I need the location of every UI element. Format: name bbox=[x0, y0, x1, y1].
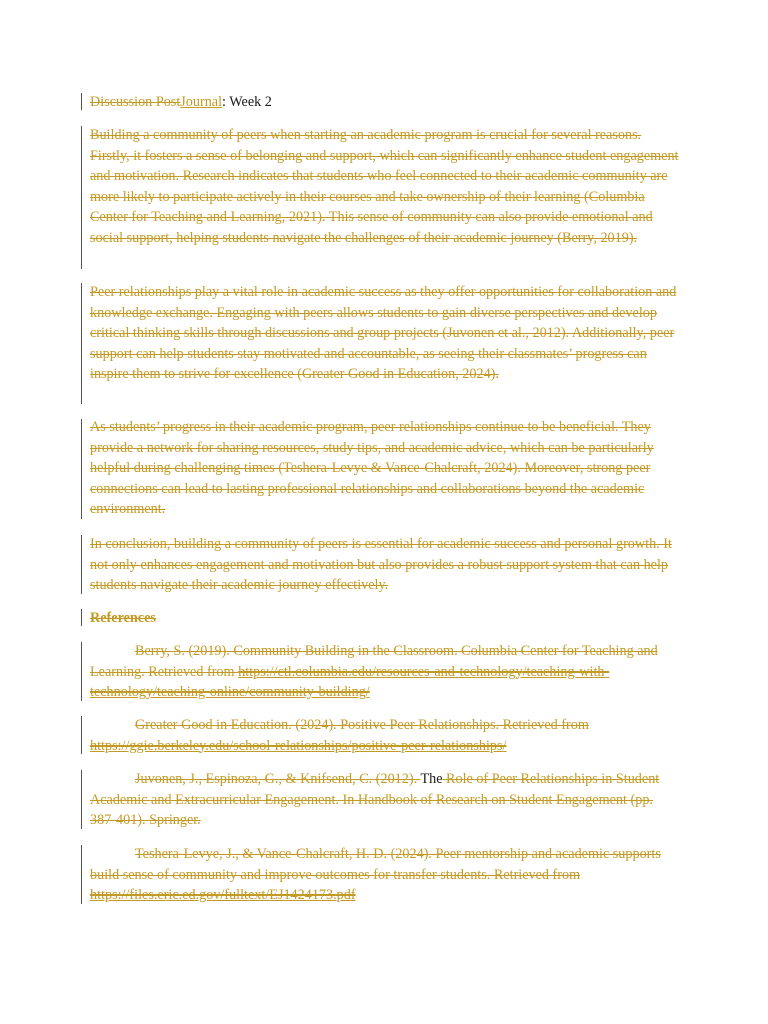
change-bar bbox=[81, 716, 82, 754]
change-bar bbox=[81, 93, 82, 110]
document-title[interactable] bbox=[90, 92, 682, 113]
reference-text: Teshera-Levye, J., & Vance-Chalcraft, H. D. (2024). Peer mentorship and academic supports build sense of community and improve outcomes for transfer students. Retrieved from bbox=[90, 846, 661, 883]
change-bar bbox=[81, 609, 82, 626]
title-rest-text: : Week 2 bbox=[222, 94, 272, 110]
change-bar bbox=[81, 419, 82, 519]
change-bar bbox=[81, 535, 82, 594]
reference-entry-1[interactable] bbox=[90, 641, 682, 703]
references-heading[interactable]: References bbox=[90, 610, 156, 626]
reference-text-deleted: Juvonen, J., Espinoza, G., & Knifsend, C. (2012). bbox=[135, 771, 421, 787]
reference-text-kept: The bbox=[420, 771, 443, 787]
change-bar bbox=[81, 845, 82, 904]
reference-entry-3[interactable] bbox=[90, 769, 682, 831]
reference-link[interactable]: https://ggie.berkeley.edu/school-relationships/positive-peer-relationships/ bbox=[90, 737, 507, 754]
reference-text-deleted: Role of Peer Relationships in Student Academic and Extracurricular Engagement. In Handbook of Research on Student Engagement (pp. 387-401). Springer. bbox=[90, 771, 660, 829]
reference-text: Berry, S. (2019). Community Building in the Classroom. Columbia Center for Teaching and Learning. Retrieved from bbox=[90, 643, 658, 680]
change-bar bbox=[81, 770, 82, 829]
title-deleted-text: Discussion Post bbox=[90, 94, 181, 110]
reference-entry-2[interactable] bbox=[90, 715, 682, 756]
body-paragraph-2[interactable]: Peer relationships play a vital role in academic success as they offer opportunities for collaboration and knowledge exchange. Engaging with peers allows students to gain diverse perspectives and develop critical thinking skills through discussions and group projects (Juvonen et al., 2012). Additionally, peer support can help students stay motivated and accountable, as seeing their classmates’ progress can inspire them to strive for excellence (Greater Good in Education, 2024). bbox=[90, 284, 677, 383]
reference-entry-4[interactable] bbox=[90, 844, 682, 906]
change-bar bbox=[81, 642, 82, 701]
title-inserted-text: Journal bbox=[180, 94, 223, 110]
body-paragraph-3[interactable]: As students’ progress in their academic program, peer relationships continue to be beneficial. They provide a network for sharing resources, study tips, and academic advice, which can be particularly helpful during challenging times (Teshera-Levye & Vance-Chalcraft, 2024). Moreover, strong peer connections can lead to lasting professional relationships and collaborations beyond the academic environment. bbox=[90, 419, 654, 518]
reference-link[interactable]: https://ctl.columbia.edu/resources-and-technology/teaching-with-technology/teaching-online/community-building/ bbox=[90, 663, 610, 701]
change-bar bbox=[81, 126, 82, 269]
body-paragraph-1[interactable]: Building a community of peers when starting an academic program is crucial for several reasons. Firstly, it fosters a sense of belonging and support, which can significantly enhance student engagement and motivation. Research indicates that students who feel connected to their academic community are more likely to participate actively in their courses and take ownership of their learning (Columbia Center for Teaching and Learning, 2021). This sense of community can also provide emotional and social support, helping students navigate the challenges of their academic journey (Berry, 2019). bbox=[90, 127, 679, 246]
body-paragraph-4[interactable]: In conclusion, building a community of peers is essential for academic success and personal growth. It not only enhances engagement and motivation but also provides a robust support system that can help students navigate their academic journey effectively. bbox=[90, 536, 672, 594]
reference-link[interactable]: https://files.eric.ed.gov/fulltext/EJ1424173.pdf bbox=[90, 887, 356, 904]
change-bar bbox=[81, 283, 82, 404]
reference-text: Greater Good in Education. (2024). Positive Peer Relationships. Retrieved from bbox=[135, 717, 589, 733]
